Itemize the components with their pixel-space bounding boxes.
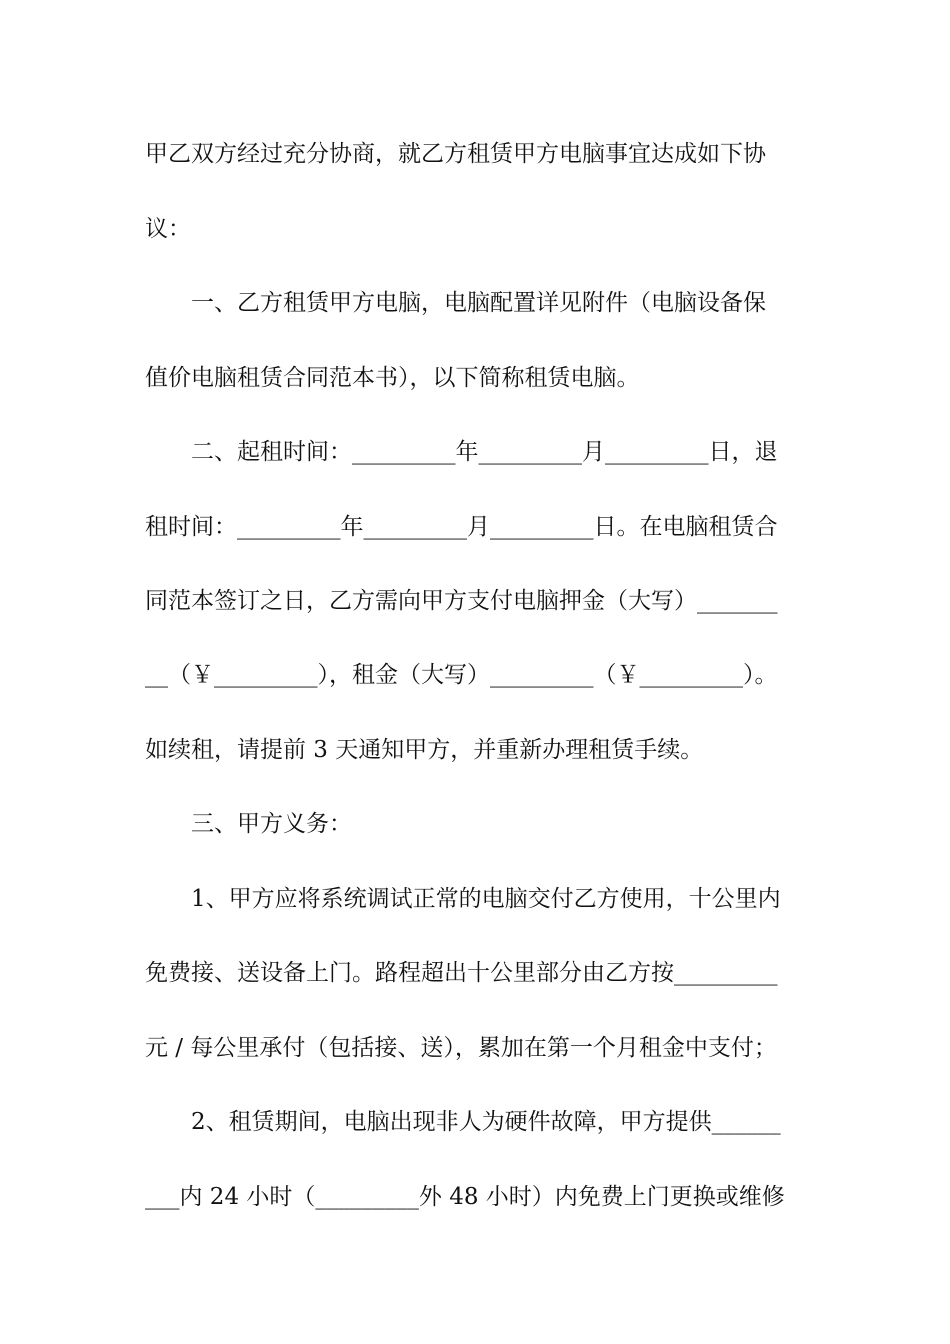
text-line: 甲乙双方经过充分协商，就乙方租赁甲方电脑事宜达成如下协	[145, 141, 766, 167]
text-line: 免费接、送设备上门。路程超出十公里部分由乙方按_________	[145, 960, 778, 986]
text-line: 一、乙方租赁甲方电脑，电脑配置详见附件（电脑设备保	[145, 290, 766, 316]
text-line: 三、甲方义务：	[145, 811, 352, 837]
text-line: 如续租，请提前 3 天通知甲方，并重新办理租赁手续。	[145, 737, 704, 763]
text-line: 1、甲方应将系统调试正常的电脑交付乙方使用，十公里内	[145, 886, 781, 912]
text-line: 值价电脑租赁合同范本书），以下简称租赁电脑。	[145, 365, 640, 391]
text-line: 二、起租时间：_________年_________月_________日，退	[145, 439, 778, 465]
text-line: 同范本签订之日，乙方需向甲方支付电脑押金（大写）_______	[145, 588, 778, 614]
text-line: ___内 24 小时（_________外 48 小时）内免费上门更换或维修	[145, 1184, 785, 1210]
text-line: 元 / 每公里承付（包括接、送），累加在第一个月租金中支付；	[145, 1035, 777, 1061]
text-line: 租时间：_________年_________月_________日。在电脑租赁合	[145, 514, 778, 540]
text-line: __（￥_________），租金（大写）_________（￥_________）。	[145, 662, 778, 688]
text-line: 2、租赁期间，电脑出现非人为硬件故障，甲方提供______	[145, 1109, 781, 1135]
text-line: 议：	[145, 216, 191, 242]
